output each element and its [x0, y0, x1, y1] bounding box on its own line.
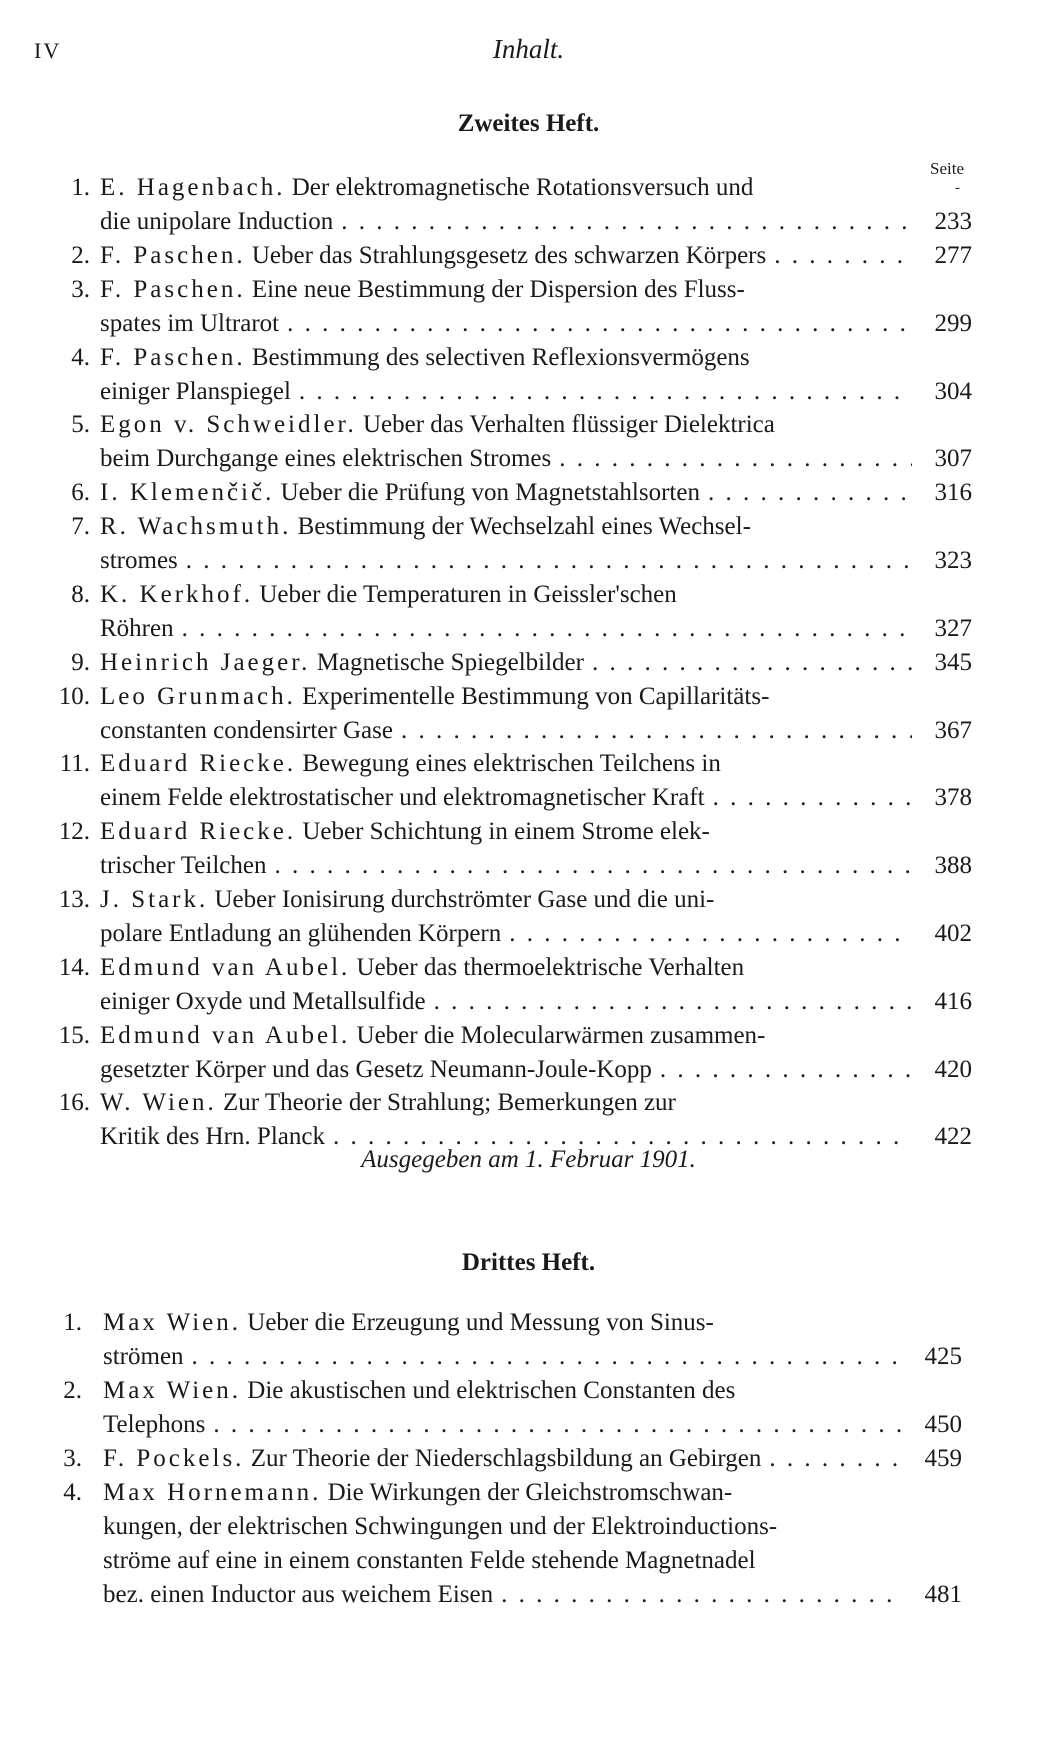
- leader-dots: [708, 476, 912, 510]
- toc-entry[interactable]: [0, 341, 1057, 409]
- page-column-label: Seite: [930, 159, 964, 178]
- entry-title-line: Die akustischen und elektrischen Constanten des: [247, 1376, 736, 1404]
- entry-title-line: Ueber das thermoelektrische Verhalten: [356, 953, 745, 981]
- entry-title-line: trischer Teilchen: [100, 852, 267, 880]
- entry-title-line: Ueber das Verhalten flüssiger Dielektrica: [362, 411, 775, 439]
- toc-entry-line: [0, 1510, 1057, 1544]
- toc-entry-line: [0, 544, 1057, 578]
- toc-entry-line: [0, 917, 1057, 951]
- toc-entry[interactable]: [0, 1476, 1057, 1612]
- entry-title-text: [103, 1442, 903, 1476]
- entry-page-number: 307: [934, 445, 972, 473]
- entry-author: Edmund van Aubel.: [100, 1021, 351, 1049]
- entry-title-text: [103, 1578, 903, 1612]
- entry-author: R. Wachsmuth.: [100, 513, 292, 540]
- entry-title-line: Ueber Ionisirung durchströmter Gase und die uni-: [214, 885, 715, 913]
- entry-title-text: [100, 849, 912, 883]
- entry-title-text: [100, 883, 912, 917]
- entry-page-number: 327: [934, 614, 972, 642]
- entry-title-line: Der elektromagnetische Rotationsversuch und: [291, 174, 754, 201]
- leader-dots: [186, 544, 912, 578]
- section-heading-zweites-heft: Zweites Heft.: [457, 110, 600, 137]
- entry-title-text: [100, 273, 912, 307]
- entry-number: 1.: [63, 1309, 82, 1336]
- leader-dots: [713, 781, 912, 815]
- entry-title-line: Röhren: [100, 614, 174, 642]
- section-heading-drittes-heft: Drittes Heft.: [461, 1249, 596, 1276]
- entry-title-line: kungen, der elektrischen Schwingungen und der Elektroinductions-: [103, 1512, 778, 1540]
- leader-dots: [509, 917, 912, 951]
- entry-title-text: [103, 1544, 903, 1578]
- toc-entry-line: [0, 714, 1057, 748]
- entry-title-text: [100, 205, 912, 239]
- entry-title-text: [100, 747, 912, 781]
- entry-author: E. Hagenbach.: [100, 174, 286, 201]
- entry-number: 3.: [71, 275, 90, 303]
- entry-author: F. Pockels.: [103, 1444, 245, 1472]
- entry-title-line: einiger Oxyde und Metallsulfide: [100, 987, 426, 1015]
- toc-entry-line: [0, 273, 1057, 307]
- toc-entry-line: [0, 1476, 1057, 1510]
- entry-title-line: Bestimmung der Wechselzahl eines Wechsel-: [297, 513, 751, 540]
- toc-entry[interactable]: [0, 578, 1057, 646]
- toc-entry-line: [0, 171, 1057, 205]
- toc-entry-line: [0, 307, 1057, 341]
- toc-entry-line: [0, 1578, 1057, 1612]
- entry-page-number: 388: [934, 852, 972, 880]
- entry-title-line: constanten condensirter Gase: [100, 716, 393, 744]
- toc-entry-line: [0, 1442, 1057, 1476]
- entry-title-line: Ueber das Strahlungsgesetz des schwarzen Körpers: [251, 241, 767, 269]
- leader-dots: [660, 1053, 912, 1087]
- toc-entry-line: [0, 1053, 1057, 1087]
- entry-title-text: [100, 781, 912, 815]
- running-head: [0, 34, 1057, 68]
- page-number: IV: [34, 38, 62, 63]
- entry-title-line: bez. einen Inductor aus weichem Eisen: [103, 1580, 494, 1608]
- entry-title-text: [100, 307, 912, 341]
- toc-entry-line: [0, 985, 1057, 1019]
- leader-dots: [213, 1408, 903, 1442]
- entry-number: 14.: [58, 953, 90, 981]
- entry-author: F. Paschen.: [100, 275, 246, 303]
- toc-entry-line: [0, 646, 1057, 680]
- entry-title-text: [100, 375, 912, 409]
- entry-title-line: Ueber die Prüfung von Magnetstahlsorten: [280, 479, 700, 507]
- entry-title-text: [100, 917, 912, 951]
- leader-dots: [299, 375, 912, 409]
- toc-entry-line: [0, 815, 1057, 849]
- toc-entry[interactable]: [0, 1374, 1057, 1442]
- toc-entry-line: [0, 375, 1057, 409]
- entry-title-line: Experimentelle Bestimmung von Capillaritäts-: [302, 682, 770, 710]
- toc-entry-line: [0, 951, 1057, 985]
- entry-title-text: [100, 612, 912, 646]
- entry-title-line: die unipolare Induction: [100, 208, 334, 235]
- entry-author: F. Paschen.: [100, 241, 246, 269]
- entry-title-line: Zur Theorie der Niederschlagsbildung an Gebirgen: [250, 1444, 762, 1472]
- toc-entry[interactable]: [0, 1306, 1057, 1374]
- entry-page-number: 316: [934, 479, 972, 507]
- toc-entry-line: [0, 578, 1057, 612]
- toc-entry[interactable]: [0, 951, 1057, 1019]
- entry-number: 4.: [63, 1478, 82, 1506]
- entry-title-text: [103, 1306, 903, 1340]
- entry-page-number: 345: [934, 648, 972, 676]
- leader-dots: [774, 239, 912, 273]
- toc-entry[interactable]: [0, 273, 1057, 341]
- entry-number: 9.: [71, 648, 90, 676]
- entry-title-line: Magnetische Spiegelbilder: [316, 648, 584, 676]
- entry-page-number: 450: [924, 1410, 962, 1438]
- entry-author: F. Paschen.: [100, 343, 246, 371]
- entry-page-number: 277: [934, 241, 972, 269]
- leader-dots: [769, 1442, 903, 1476]
- entry-title-line: Ueber Schichtung in einem Strome elek-: [302, 818, 710, 846]
- entry-title-line: Ueber die Temperaturen in Geissler'schen: [259, 580, 677, 608]
- entry-title-line: Bestimmung des selectiven Reflexionsvermögens: [251, 343, 750, 371]
- entry-author: K. Kerkhof.: [100, 580, 254, 608]
- toc-entry[interactable]: [0, 747, 1057, 815]
- entry-title-text: [100, 544, 912, 578]
- entry-title-text: [103, 1374, 903, 1408]
- entry-number: 2.: [71, 241, 90, 269]
- entry-title-text: [100, 510, 912, 544]
- entry-title-line: Ueber die Erzeugung und Messung von Sinus-: [247, 1309, 714, 1336]
- entry-title-text: [100, 408, 912, 442]
- toc-entry-line: [0, 1306, 1057, 1340]
- toc-entry-line: [0, 442, 1057, 476]
- toc-entry[interactable]: [0, 510, 1057, 578]
- entry-page-number: 481: [924, 1580, 962, 1608]
- leader-dots: [592, 646, 912, 680]
- toc-entry-line: [0, 341, 1057, 375]
- entry-number: 13.: [58, 885, 90, 913]
- leader-dots: [182, 612, 912, 646]
- entry-number: 15.: [58, 1021, 90, 1049]
- entry-page-number: 233: [934, 208, 972, 235]
- toc-entry-line: [0, 239, 1057, 273]
- entry-page-number: 425: [924, 1343, 962, 1370]
- entry-number: 3.: [63, 1444, 82, 1472]
- entry-number: 11.: [59, 750, 90, 778]
- entry-number: 8.: [71, 580, 90, 608]
- leader-dots: [434, 985, 912, 1019]
- entry-title-text: [100, 714, 912, 748]
- toc-entry[interactable]: [0, 476, 1057, 510]
- toc-entry-line: [0, 205, 1057, 239]
- entry-title-line: strömen: [103, 1343, 184, 1370]
- entry-author: Max Wien.: [103, 1309, 242, 1336]
- entry-number: 4.: [71, 343, 90, 371]
- entry-title-line: polare Entladung an glühenden Körpern: [100, 919, 502, 947]
- toc-entry[interactable]: [0, 239, 1057, 273]
- toc-entry[interactable]: [0, 1019, 1057, 1087]
- toc-entry-line: [0, 1019, 1057, 1053]
- entry-number: 5.: [71, 411, 90, 439]
- entry-title-line: Bewegung eines elektrischen Teilchens in: [302, 750, 721, 778]
- entry-title-line: einem Felde elektrostatischer und elektromagnetischer Kraft: [100, 784, 705, 812]
- entry-title-text: [100, 442, 912, 476]
- entry-title-line: beim Durchgange eines elektrischen Stromes: [100, 445, 552, 473]
- toc-entry-line: [0, 849, 1057, 883]
- entry-number: 12.: [58, 818, 90, 846]
- entry-title-line: stromes: [100, 547, 178, 574]
- entry-author: Leo Grunmach.: [100, 682, 296, 710]
- toc-entry[interactable]: [0, 408, 1057, 476]
- entry-title-text: [100, 476, 912, 510]
- entry-number: 2.: [63, 1376, 82, 1404]
- toc-entry-line: [0, 883, 1057, 917]
- entry-author: Eduard Riecke.: [100, 750, 297, 778]
- leader-dots: [341, 205, 912, 239]
- entry-author: Heinrich Jaeger.: [100, 648, 311, 676]
- leader-dots: [274, 849, 912, 883]
- toc-entry-line: [0, 612, 1057, 646]
- toc-entry-line: [0, 408, 1057, 442]
- entry-title-line: Eine neue Bestimmung der Dispersion des Fluss-: [251, 275, 745, 303]
- entry-title-line: Zur Theorie der Strahlung; Bemerkungen zur: [223, 1089, 676, 1117]
- entry-title-text: [100, 680, 912, 714]
- toc-entry-line: [0, 1408, 1057, 1442]
- toc-entry[interactable]: [0, 1086, 1057, 1154]
- entry-author: Max Wien.: [103, 1376, 242, 1404]
- toc-entry-line: [0, 747, 1057, 781]
- entry-page-number: 378: [934, 784, 972, 812]
- entry-title-text: [100, 239, 912, 273]
- toc-entry-line: [0, 476, 1057, 510]
- entry-title-text: [100, 341, 912, 375]
- entry-title-text: [100, 578, 912, 612]
- entry-page-number: 422: [934, 1123, 972, 1151]
- entry-title-line: ströme auf eine in einem constanten Felde stehende Magnetnadel: [103, 1546, 756, 1574]
- entry-title-line: Kritik des Hrn. Planck: [100, 1123, 325, 1151]
- running-title: Inhalt.: [492, 34, 565, 64]
- entry-title-text: [103, 1510, 903, 1544]
- toc-entry-line: [0, 1544, 1057, 1578]
- entry-number: 1.: [71, 174, 90, 201]
- entry-title-line: Telephons: [103, 1410, 206, 1438]
- entry-title-line: spates im Ultrarot: [100, 309, 280, 337]
- entry-page-number: 459: [924, 1444, 962, 1472]
- leader-dots: [559, 442, 912, 476]
- entry-title-line: gesetzter Körper und das Gesetz Neumann-Joule-Kopp: [100, 1055, 652, 1083]
- entry-title-line: einiger Planspiegel: [100, 377, 291, 405]
- entry-number: 16.: [58, 1089, 90, 1117]
- toc-entry[interactable]: [0, 815, 1057, 883]
- toc-entry[interactable]: [0, 171, 1057, 239]
- entry-title-text: [100, 646, 912, 680]
- entry-page-number: 367: [934, 716, 972, 744]
- toc-entry[interactable]: [0, 680, 1057, 748]
- leader-dots: [287, 307, 912, 341]
- entry-title-text: [100, 815, 912, 849]
- entry-number: 10.: [58, 682, 90, 710]
- entry-title-text: [100, 1053, 912, 1087]
- entry-number: 6.: [71, 479, 90, 507]
- entry-title-text: [100, 1086, 912, 1120]
- leader-dots: [501, 1578, 903, 1612]
- entry-title-text: [100, 951, 912, 985]
- toc-entry-line: [0, 680, 1057, 714]
- issue-date: Ausgegeben am 1. Februar 1901.: [361, 1146, 696, 1173]
- entry-page-number: 402: [934, 919, 972, 947]
- entry-number: 7.: [71, 513, 90, 540]
- entry-author: Edmund van Aubel.: [100, 953, 351, 981]
- toc-entry-line: [0, 1086, 1057, 1120]
- entry-author: Eduard Riecke.: [100, 818, 297, 846]
- toc-entry-line: [0, 1340, 1057, 1374]
- toc-entry[interactable]: [0, 646, 1057, 680]
- entry-title-line: Die Wirkungen der Gleichstromschwan-: [327, 1478, 733, 1506]
- entry-title-text: [100, 985, 912, 1019]
- entry-author: W. Wien.: [100, 1089, 217, 1117]
- entry-page-number: 299: [934, 309, 972, 337]
- leader-dots: [192, 1340, 903, 1374]
- entry-author: Egon v. Schweidler.: [100, 411, 357, 439]
- toc-entry-line: [0, 510, 1057, 544]
- entry-author: I. Klemenčič.: [100, 479, 275, 507]
- entry-author: Max Hornemann.: [103, 1478, 322, 1506]
- entry-page-number: 420: [934, 1055, 972, 1083]
- toc-entry[interactable]: [0, 883, 1057, 951]
- entry-title-text: [103, 1340, 903, 1374]
- entry-page-number: 416: [934, 987, 972, 1015]
- page-column-mark: -: [955, 180, 960, 196]
- entry-author: J. Stark.: [100, 885, 209, 913]
- leader-dots: [401, 714, 912, 748]
- entry-page-number: 323: [934, 547, 972, 574]
- toc-entry-line: [0, 1374, 1057, 1408]
- toc-entry-line: [0, 781, 1057, 815]
- entry-title-text: [103, 1476, 903, 1510]
- entry-page-number: 304: [934, 377, 972, 405]
- entry-title-text: [100, 1019, 912, 1053]
- entry-title-text: [103, 1408, 903, 1442]
- toc-entry[interactable]: [0, 1442, 1057, 1476]
- entry-title-line: Ueber die Molecularwärmen zusammen-: [356, 1021, 766, 1049]
- entry-title-text: [100, 171, 912, 205]
